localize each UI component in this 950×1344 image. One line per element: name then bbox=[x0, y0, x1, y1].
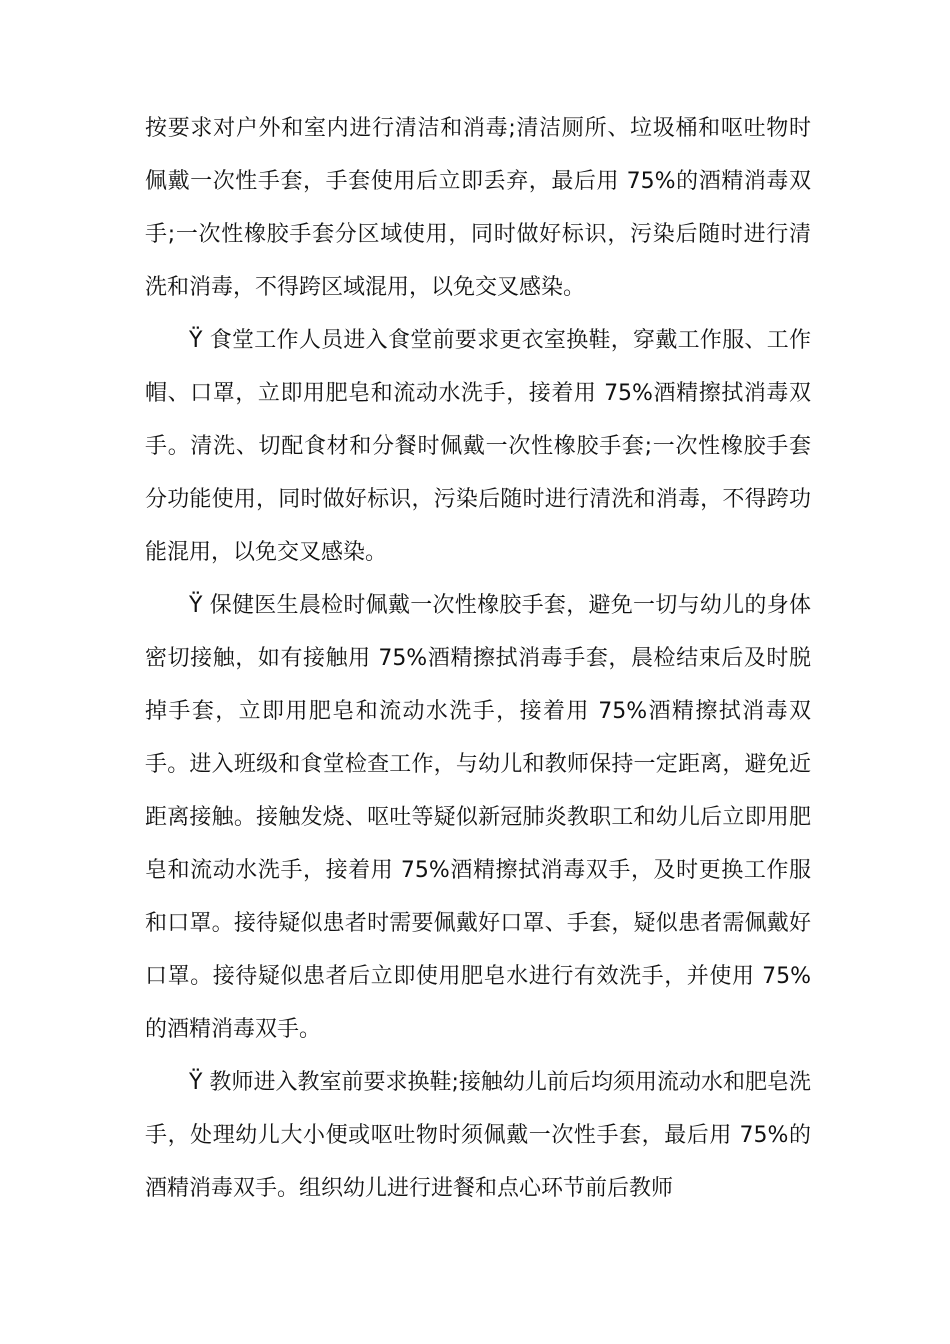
paragraph-canteen-staff: Ÿ 食堂工作人员进入食堂前要求更衣室换鞋，穿戴工作服、工作帽、口罩，立即用肥皂和流动水洗手，接着用 75%酒精擦拭消毒双手。清洗、切配食材和分餐时佩戴一次性橡胶手套;一次性橡胶手套分功能使用，同时做好标识，污染后随时进行清洗和消毒，不得跨功能混用，以免交叉感染。 bbox=[145, 328, 811, 565]
paragraph-teachers: Ÿ 教师进入教室前要求换鞋;接触幼儿前后均须用流动水和肥皂洗手，处理幼儿大小便或呕吐物时须佩戴一次性手套，最后用 75%的酒精消毒双手。组织幼儿进行进餐和点心环节前后教师 bbox=[145, 1070, 811, 1201]
paragraph-health-doctor: Ÿ 保健医生晨检时佩戴一次性橡胶手套，避免一切与幼儿的身体密切接触，如有接触用 75%酒精擦拭消毒手套，晨检结束后及时脱掉手套，立即用肥皂和流动水洗手，接着用 75%酒精擦拭消毒双手。进入班级和食堂检查工作，与幼儿和教师保持一定距离，避免近距离接触。接触发烧、呕吐等疑似新冠肺炎教职工和幼儿后立即用肥皂和流动水洗手，接着用 75%酒精擦拭消毒双手，及时更换工作服和口罩。接待疑似患者时需要佩戴好口罩、手套，疑似患者需佩戴好口罩。接待疑似患者后立即使用肥皂水进行有效洗手，并使用 75%的酒精消毒双手。 bbox=[145, 593, 811, 1042]
paragraph-cleaning-disinfection: 按要求对户外和室内进行清洁和消毒;清洁厕所、垃圾桶和呕吐物时佩戴一次性手套，手套使用后立即丢弃，最后用 75%的酒精消毒双手;一次性橡胶手套分区域使用，同时做好标识，污染后随时进行清洗和消毒，不得跨区域混用，以免交叉感染。 bbox=[145, 116, 811, 300]
document-body bbox=[145, 102, 811, 1215]
